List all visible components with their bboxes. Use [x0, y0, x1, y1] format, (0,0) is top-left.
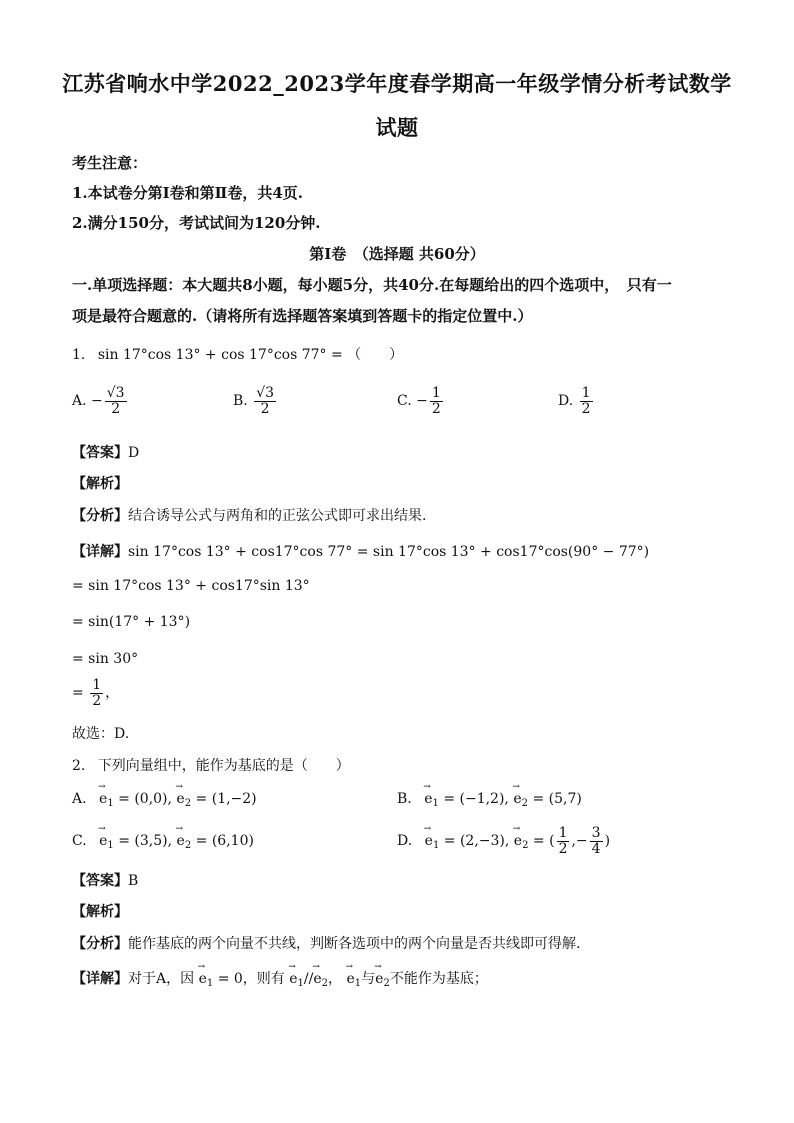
equals-sign: =: [72, 685, 84, 702]
vector-symbol: e: [513, 833, 523, 850]
detail-text: ，: [328, 971, 343, 987]
question-stem: 下列向量组中，能作为基底的是（ ）: [97, 758, 350, 774]
option-label: B.: [233, 393, 248, 410]
answer-tag: 【答案】: [72, 873, 128, 889]
numerator: √3: [256, 385, 275, 401]
detail-tag: 【详解】: [72, 971, 128, 987]
vector-e2: [176, 791, 191, 809]
option-text: = (0,0),: [118, 791, 172, 807]
detail-text: 与: [361, 971, 376, 987]
question-2: [72, 755, 350, 775]
part1-instructions-line2: 项是最符合题意的.（请将所有选择题答案填到答题卡的指定位置中.）: [72, 307, 533, 325]
result-fraction: [90, 678, 103, 708]
option-label: C.: [397, 393, 412, 410]
option-fraction: [580, 386, 593, 416]
part1-instructions-line1: 一.单项选择题：本大题共8小题，每小题5分，共40分.在每题给出的四个选项中， 只有一: [72, 276, 672, 294]
q2-answer: [72, 870, 138, 890]
vector-e1: [289, 971, 304, 989]
vector-e1: [199, 971, 214, 989]
option-fraction: [254, 386, 276, 416]
vector-symbol: e: [99, 833, 108, 849]
option-text: = (6,10): [195, 833, 254, 849]
option-text: = (5,7): [532, 791, 582, 807]
vector-e2: [513, 791, 528, 809]
step-tail: ，: [105, 685, 120, 702]
answer-value: B: [128, 873, 139, 889]
vector-e1: [99, 833, 114, 851]
option-label: D.: [397, 833, 413, 850]
q1-detail: [72, 541, 649, 561]
vector-symbol: e: [424, 791, 433, 807]
q1-step-2: = sin 17°cos 13° + cos17°sin 13°: [72, 578, 310, 594]
q1-fenxi: [72, 505, 426, 525]
numerator: √3: [106, 385, 125, 401]
section-heading: 第Ⅰ卷 （选择题 共60分）: [309, 245, 485, 263]
q1-option-a: [72, 386, 129, 416]
vector-e2: [177, 833, 192, 851]
option-text: = (3,5),: [118, 833, 173, 849]
vector-index: 2: [321, 978, 329, 989]
vector-symbol: e: [313, 971, 322, 987]
option-text: = (2,−3),: [443, 833, 510, 850]
option-label: C.: [72, 833, 87, 849]
option-text: ): [604, 833, 611, 850]
doc-title-line1: 江苏省响水中学2022_2023学年度春学期高一年级学情分析考试数学: [62, 71, 732, 96]
vector-index: 1: [432, 840, 440, 852]
vector-e1: [424, 791, 439, 809]
option-fraction: [105, 386, 127, 416]
q2-option-d: [397, 826, 610, 856]
option-label: A.: [72, 393, 87, 410]
numerator: 3: [591, 825, 601, 841]
detail-text: 对于A，因: [128, 971, 195, 987]
question-1: [72, 344, 403, 364]
detail-text: 不能作为基底；: [389, 971, 488, 987]
denominator: 2: [111, 400, 121, 417]
denominator: 2: [558, 840, 568, 857]
q2-option-c: [72, 833, 254, 851]
fenxi-text: 能作基底的两个向量不共线，判断各选项中的两个向量是否共线即可得解.: [128, 936, 581, 952]
vector-index: 2: [184, 840, 192, 851]
option-text: = (: [532, 833, 555, 850]
vector-e2: [313, 971, 328, 989]
fenxi-text: 结合诱导公式与两角和的正弦公式即可求出结果.: [128, 508, 427, 524]
vector-e1: [99, 791, 114, 809]
detail-tag: 【详解】: [72, 544, 128, 560]
vector-symbol: e: [375, 971, 384, 987]
vector-symbol: e: [176, 833, 185, 849]
option-text: = (1,−2): [195, 791, 257, 807]
numerator: 1: [581, 385, 591, 401]
vector-index: 1: [297, 978, 304, 989]
vector-symbol: e: [289, 971, 298, 987]
q1-step-3: = sin(17° + 13°): [72, 614, 191, 630]
denominator: 2: [92, 692, 102, 709]
q2-fenxi: [72, 933, 580, 953]
vector-index: 1: [206, 978, 214, 989]
question-stem: sin 17°cos 13° + cos 17°cos 77° = （ ）: [97, 347, 404, 363]
detail-step-1: sin 17°cos 13° + cos17°cos 77° = sin 17°cos 13° + cos17°cos(90° − 77°): [128, 544, 650, 560]
vector-index: 2: [184, 798, 192, 809]
vector-e1: [346, 971, 361, 989]
q2-analysis-tag: 【解析】: [72, 904, 128, 920]
denominator: 2: [260, 400, 270, 417]
q1-conclusion: 故选：D.: [72, 726, 130, 742]
q1-option-c: [397, 386, 445, 416]
q2-detail: [72, 968, 488, 989]
option-sign: −: [91, 393, 103, 410]
detail-text: = 0，则有: [217, 971, 285, 987]
denominator: 4: [591, 840, 601, 857]
fenxi-tag: 【分析】: [72, 508, 128, 524]
option-label: A.: [72, 791, 87, 807]
q1-option-b: [233, 386, 278, 416]
q1-step-4: = sin 30°: [72, 651, 139, 667]
vector-index: 2: [383, 978, 390, 989]
parallel-symbol: //: [303, 971, 314, 987]
answer-tag: 【答案】: [72, 445, 128, 461]
doc-title-line2: 试题: [375, 115, 419, 140]
vector-index: 1: [107, 840, 114, 851]
fenxi-tag: 【分析】: [72, 936, 128, 952]
question-number: 1.: [72, 347, 86, 363]
answer-value: D: [128, 445, 140, 461]
vector-symbol: e: [513, 791, 522, 807]
vector-symbol: e: [346, 971, 355, 987]
option-fraction: [557, 826, 570, 856]
option-text: = (−1,2),: [443, 791, 509, 807]
option-fraction: [590, 826, 603, 856]
notice-item-1: 1.本试卷分第Ⅰ卷和第Ⅱ卷，共4页.: [72, 184, 303, 202]
denominator: 2: [431, 400, 441, 417]
numerator: 1: [558, 825, 568, 841]
vector-index: 1: [432, 798, 439, 809]
denominator: 2: [581, 400, 591, 417]
vector-index: 1: [107, 798, 114, 809]
q1-option-d: [558, 386, 595, 416]
option-sign: −: [416, 393, 428, 410]
q1-step-5: [72, 678, 119, 708]
option-fraction: [430, 386, 443, 416]
numerator: 1: [431, 385, 441, 401]
vector-e2: [514, 833, 529, 851]
vector-symbol: e: [99, 791, 108, 807]
option-label: D.: [558, 393, 574, 410]
q2-option-a: [72, 791, 257, 809]
q2-option-b: [397, 791, 582, 809]
vector-e2: [375, 971, 390, 989]
q1-analysis-tag: 【解析】: [72, 476, 128, 492]
notice-heading: 考生注意：: [72, 154, 148, 172]
option-text: ,−: [571, 833, 588, 850]
question-number: 2.: [72, 758, 86, 774]
vector-symbol: e: [424, 833, 433, 850]
notice-item-2: 2.满分150分，考试试间为120分钟.: [72, 214, 321, 232]
vector-e1: [425, 833, 440, 851]
vector-index: 2: [521, 798, 529, 809]
option-label: B.: [397, 791, 412, 807]
vector-symbol: e: [198, 971, 207, 987]
q1-answer: [72, 442, 139, 462]
vector-symbol: e: [176, 791, 185, 807]
vector-index: 1: [354, 978, 362, 989]
vector-index: 2: [522, 840, 529, 852]
numerator: 1: [92, 677, 102, 693]
